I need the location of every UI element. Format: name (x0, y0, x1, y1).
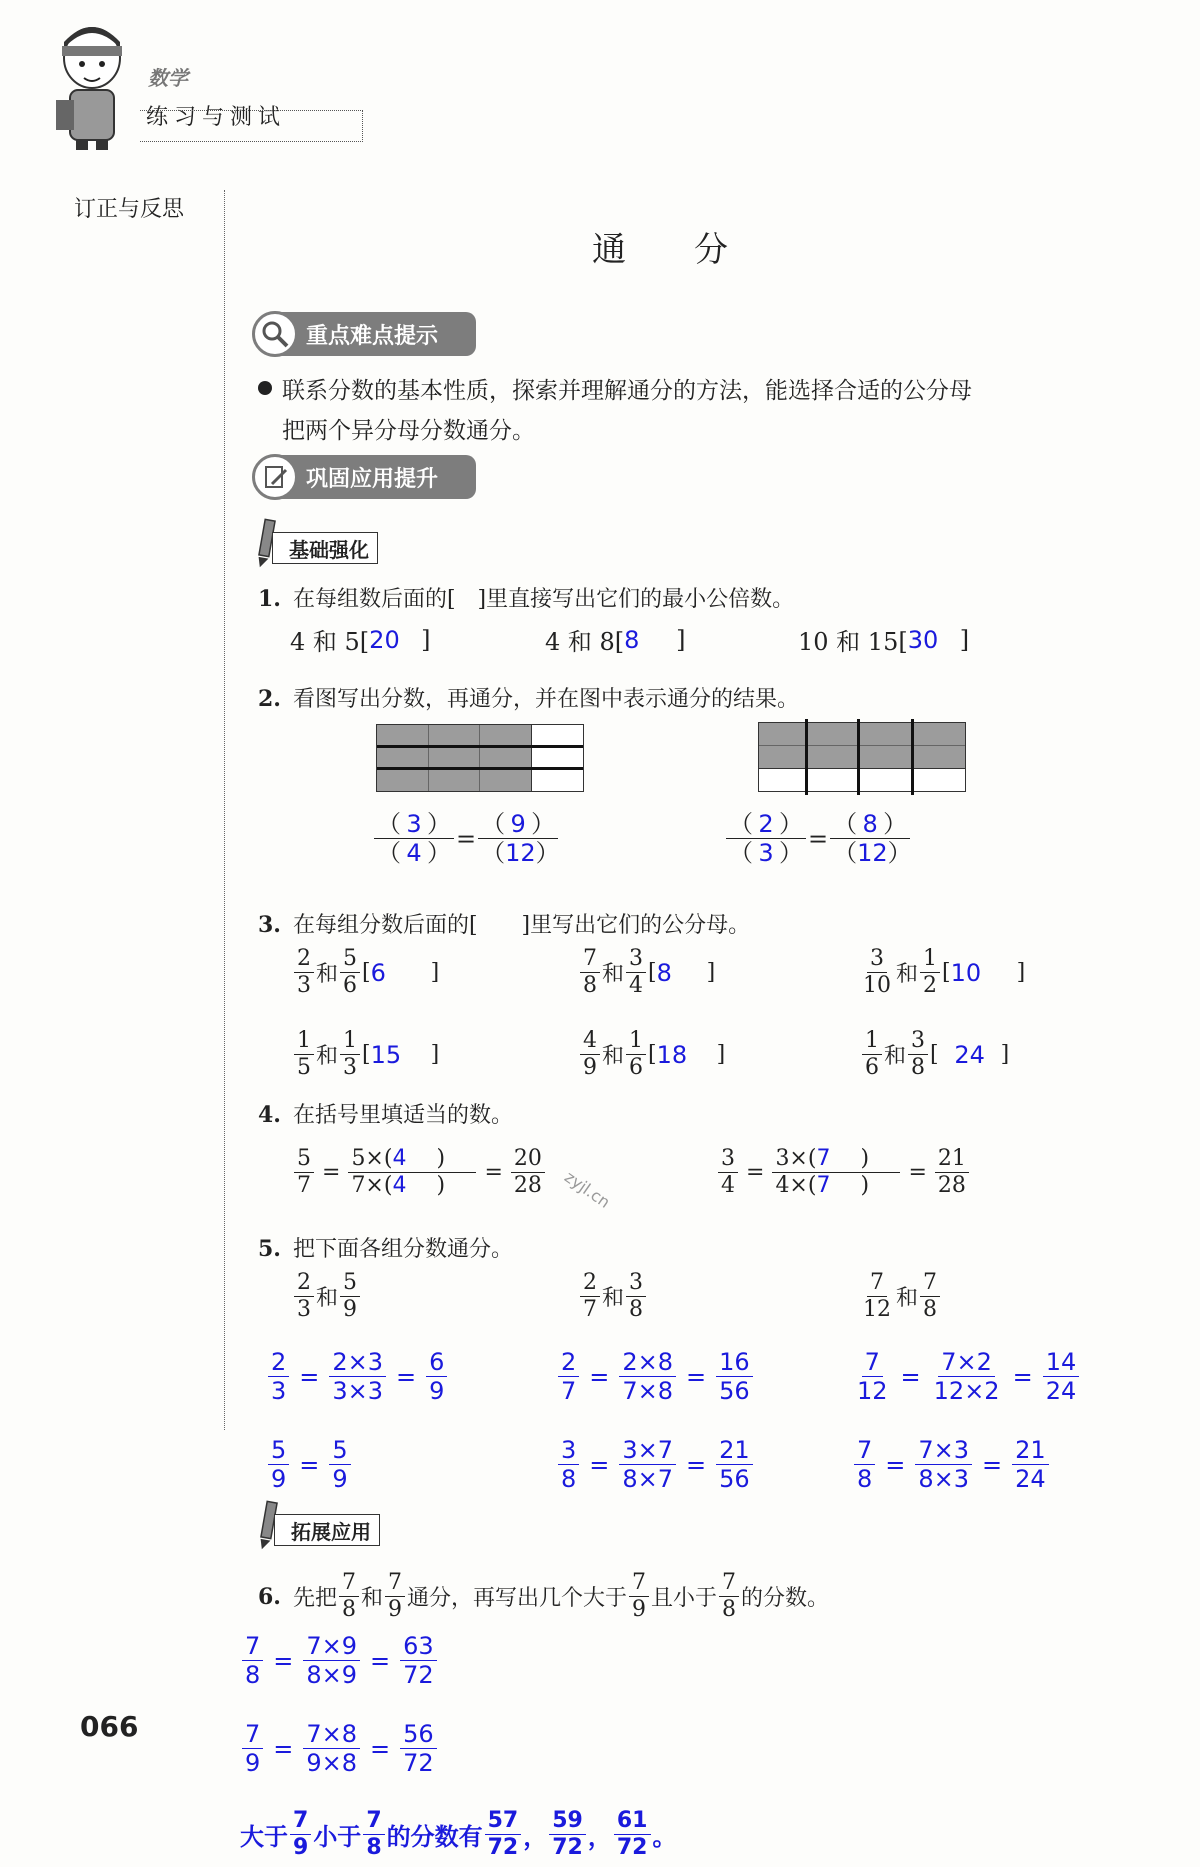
q6-answer-2: $\frac{7}{9}$ = $\frac{7\times 8}{9\times 8}$ = $\frac{56}{72}$ (240, 1722, 439, 1775)
q2-left-frac-a: （ 3 ） （ 4 ） (374, 812, 454, 865)
q4-text-row (258, 1098, 513, 1129)
bullet-dot (258, 381, 272, 395)
magnifier-icon (252, 311, 298, 357)
q2-text-row (258, 682, 799, 713)
q3-item-1: $\frac{2}{3}$ 和 $\frac{5}{6}$ [ 6 ] (292, 948, 439, 997)
margin-label: 订正与反思 (74, 197, 185, 222)
q3-item-4: $\frac{1}{5}$ 和 $\frac{1}{3}$ [ 15 ] (292, 1030, 439, 1079)
q5-answer-2-3: $\frac{7}{8}$ = $\frac{7\times 3}{8\times 3}$ = $\frac{21}{24}$ (852, 1438, 1051, 1491)
header-dotted-box (140, 110, 363, 142)
q3-answer-6: 24 (954, 1040, 985, 1069)
key-point-line-2: 把两个异分母分数通分。 (282, 418, 535, 444)
q5-number: 5. (258, 1236, 281, 1262)
q5-group-3: $\frac{7}{12}$ 和 $\frac{7}{8}$ (858, 1272, 942, 1321)
q2-right-equation: （ 2 ） （ 3 ） = （ 8 ） （ 12 ） (724, 812, 912, 865)
q1-item-1: 4 和 5[ 20 ] (290, 625, 431, 656)
q4-left-equation: $\frac{5}{7}$ = $\frac{5\times(4 )}{7\times(4 )}$ = $\frac{20}{28}$ (292, 1148, 547, 1197)
q2-left-diagram (376, 724, 584, 792)
q6-final-answer: 大于 $\frac{7}{9}$ 小于 $\frac{7}{8}$ 的分数有 $\frac{57}{72}$ ， $\frac{59}{72}$ ， $\frac{61}{72}$ 。 (240, 1808, 677, 1860)
practice-banner (254, 455, 476, 499)
series-small: 数学 (148, 66, 188, 90)
key-point-line-1: 联系分数的基本性质，探索并理解通分的方法，能选择合适的公分母 (282, 378, 972, 404)
q2-right-diagram (758, 722, 966, 792)
q1-answer-3: 30 (907, 625, 939, 654)
key-points-banner (254, 312, 476, 356)
q4-text: 在括号里填适当的数。 (292, 1103, 513, 1128)
q3-answer-5: 18 (656, 1040, 688, 1069)
q5-answer-1-3: $\frac{7}{12}$ = $\frac{7\times 2}{12\times 2}$ = $\frac{14}{24}$ (852, 1350, 1081, 1403)
q5-text: 把下面各组分数通分。 (292, 1237, 513, 1262)
q2-left-frac-b: （ 9 ） （ 12 ） (478, 812, 558, 865)
q3-answer-2: 8 (656, 958, 672, 987)
q3-number: 3. (258, 912, 281, 938)
q4-right-equation: $\frac{3}{4}$ = $\frac{3\times(7 )}{4\times(7 )}$ = $\frac{21}{28}$ (716, 1148, 971, 1197)
q6-answer-1: $\frac{7}{8}$ = $\frac{7\times 9}{8\times 9}$ = $\frac{63}{72}$ (240, 1634, 439, 1687)
q5-answer-2-1: $\frac{5}{9}$ = $\frac{5}{9}$ (266, 1438, 353, 1491)
basic-tag: 基础强化 (272, 532, 378, 564)
q6-text-row: 6. 先把 $\frac{7}{8}$ 和 $\frac{7}{9}$ 通分，再写出几个大于 $\frac{7}{9}$ 且小于 $\frac{7}{8}$ 的分数。 (258, 1570, 830, 1622)
margin-divider (224, 190, 225, 1430)
q3-answer-1: 6 (370, 958, 386, 987)
q4-number: 4. (258, 1102, 281, 1128)
q3-text: 在每组分数后面的[ ]里写出它们的公分母。 (292, 913, 751, 938)
q5-answer-2-2: $\frac{3}{8}$ = $\frac{3\times 7}{8\times 7}$ = $\frac{21}{56}$ (556, 1438, 755, 1491)
q1-answer-2: 8 (624, 625, 640, 654)
q3-item-5: $\frac{4}{9}$ 和 $\frac{1}{6}$ [ 18 ] (578, 1030, 725, 1079)
page-title: 通 分 (592, 230, 728, 270)
q3-item-2: $\frac{7}{8}$ 和 $\frac{3}{4}$ [ 8 ] (578, 948, 715, 997)
q1-answer-1: 20 (369, 625, 400, 654)
q3-answer-3: 10 (950, 958, 982, 987)
q2-number: 2. (258, 686, 281, 712)
q1-item-3: 10 和 15[ 30 ] (798, 625, 970, 656)
q5-answer-1-2: $\frac{2}{7}$ = $\frac{2\times 8}{7\times 8}$ = $\frac{16}{56}$ (556, 1350, 755, 1403)
mascot (52, 18, 132, 153)
q2-text: 看图写出分数，再通分，并在图中表示通分的结果。 (292, 687, 799, 712)
q3-text-row (258, 908, 750, 939)
q5-answer-1-1: $\frac{2}{3}$ = $\frac{2\times 3}{3\times 3}$ = $\frac{6}{9}$ (266, 1350, 449, 1403)
page-number: 066 (80, 1710, 139, 1743)
q1-number: 1. (258, 586, 281, 612)
q3-item-3: $\frac{3}{10}$ 和 $\frac{1}{2}$ [ 10 ] (863, 946, 1026, 998)
mascot-icon (52, 18, 132, 153)
q2-right-frac-a: （ 2 ） （ 3 ） (726, 812, 806, 865)
practice-label: 巩固应用提升 (306, 466, 439, 492)
watermark: zyjl.cn (561, 1167, 614, 1212)
q1-text: 在每组数后面的[ ]里直接写出它们的最小公倍数。 (292, 587, 795, 612)
q2-right-frac-b: （ 8 ） （ 12 ） (830, 812, 910, 865)
pencil-note-icon (252, 454, 298, 500)
q5-group-1: $\frac{2}{3}$ 和 $\frac{5}{9}$ (292, 1272, 362, 1321)
key-points-label: 重点难点提示 (306, 323, 439, 349)
series-title: 练习与测试 (146, 105, 287, 130)
q1-text-row (258, 582, 794, 613)
q2-left-equation: （ 3 ） （ 4 ） = （ 9 ） （ 12 ） (372, 812, 560, 865)
q3-item-6: $\frac{1}{6}$ 和 $\frac{3}{8}$ [ 24 ] (860, 1030, 1009, 1079)
q3-answer-4: 15 (370, 1040, 402, 1069)
q5-group-2: $\frac{2}{7}$ 和 $\frac{3}{8}$ (578, 1272, 648, 1321)
q1-item-2: 4 和 8[ 8 ] (545, 625, 686, 656)
extend-tag: 拓展应用 (274, 1514, 380, 1546)
q5-text-row (258, 1232, 513, 1263)
